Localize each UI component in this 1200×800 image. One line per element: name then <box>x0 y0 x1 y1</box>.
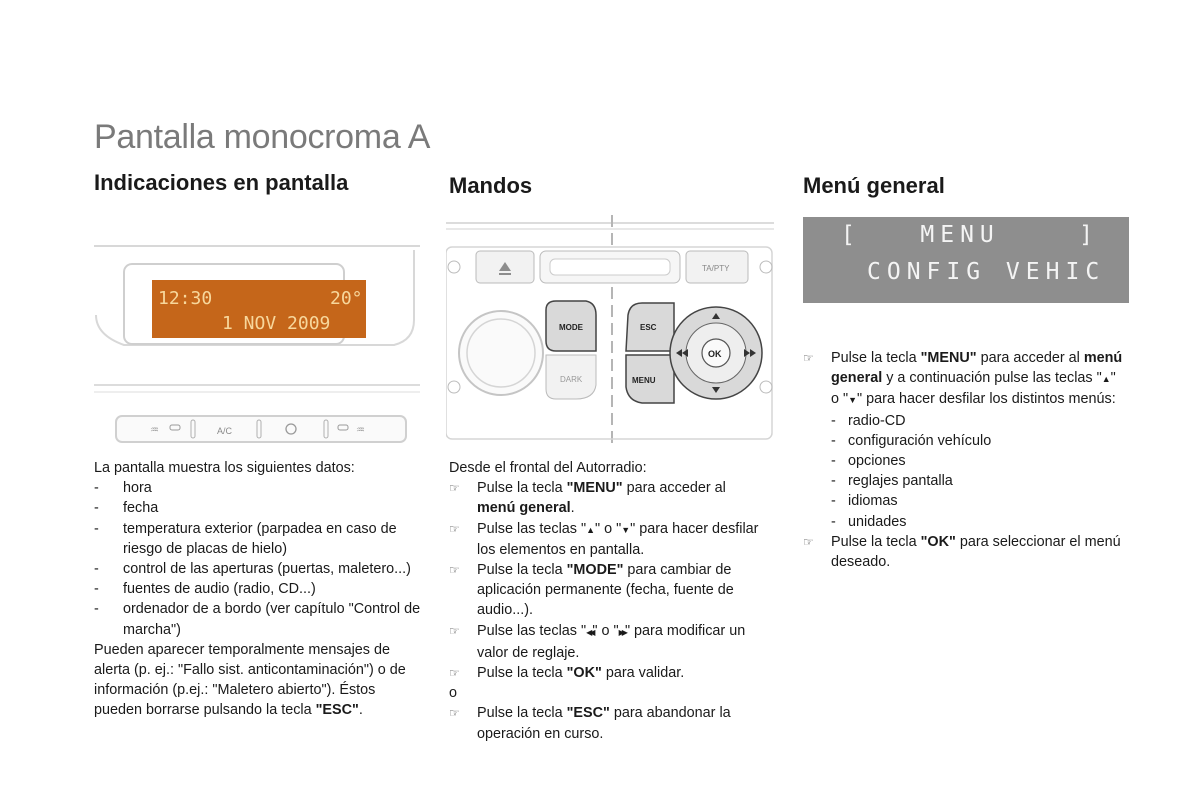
list-item: - opciones <box>831 453 906 470</box>
or-text: o <box>449 685 458 702</box>
list-item: - fecha <box>94 500 159 517</box>
list-item: ☞ Pulse la tecla "OK" para seleccionar el menú deseado. <box>803 532 1123 572</box>
menu-general-text <box>803 348 1123 572</box>
esc-button-label: ESC <box>640 323 657 332</box>
mode-button-label: MODE <box>559 323 583 332</box>
rewind-icon: ◀◀ <box>586 627 593 637</box>
radio-controls-illustration <box>446 215 778 447</box>
list-item: - hora <box>94 480 152 497</box>
indicaciones-intro: La pantalla muestra los siguientes datos: <box>94 460 355 476</box>
section-heading-mandos: Mandos <box>449 173 533 198</box>
menu-screen-line1: [ MENU ] <box>841 222 1100 248</box>
list-item: - control de las aperturas (puertas, maletero...) <box>94 561 411 578</box>
section-heading-indicaciones: Indicaciones en pantalla <box>94 170 349 195</box>
pointer-icon: ☞ <box>803 351 814 365</box>
menu-screen-illustration <box>803 217 1129 303</box>
up-arrow-icon: ▲ <box>1101 374 1111 385</box>
mandos-intro: Desde el frontal del Autorradio: <box>449 460 647 476</box>
list-item: - configuración vehículo <box>831 432 992 449</box>
ac-button-label: A/C <box>217 426 233 436</box>
list-item: - idiomas <box>831 493 898 510</box>
list-item: ☞ Pulse la tecla "ESC" para abandonar la operación en curso. <box>449 703 759 743</box>
list-item: ☞ Pulse la tecla "OK" para validar. <box>449 663 759 683</box>
display-time: 12:30 <box>158 288 213 309</box>
list-item: - unidades <box>831 513 907 530</box>
list-item: - temperatura exterior (parpadea en caso de riesgo de placas de hielo) <box>94 520 397 557</box>
volume-knob <box>459 311 543 395</box>
menu-button-label: MENU <box>632 376 656 385</box>
up-arrow-icon: ▲ <box>586 524 596 535</box>
pointer-icon: ☞ <box>449 563 460 578</box>
pointer-icon: ☞ <box>449 623 460 638</box>
pointer-icon: ☞ <box>449 666 460 681</box>
list-item: - reglajes pantalla <box>831 473 953 490</box>
list-item: ☞ Pulse la tecla "MENU" para acceder al menú general. <box>449 478 759 518</box>
display-date: 1 NOV 2009 <box>222 313 331 334</box>
pointer-icon: ☞ <box>449 706 460 721</box>
indicaciones-text <box>94 458 424 721</box>
forward-icon: ▶▶ <box>618 627 625 637</box>
pointer-icon: ☞ <box>449 481 460 496</box>
list-item: ☞ Pulse la tecla "MODE" para cambiar de aplicación permanente (fecha, fuente de audio...). <box>449 560 759 621</box>
menu-screen-line2: CONFIG VEHIC <box>867 259 1106 285</box>
list-item: ☞ Pulse la tecla "MENU" para acceder al menú general y a continuación pulse las teclas "▲" o "▼" para hacer desfilar los distintos menús: <box>803 348 1123 411</box>
pointer-icon: ☞ <box>449 521 460 536</box>
page-title: Pantalla monocroma A <box>94 118 431 156</box>
list-item: - radio-CD <box>831 412 906 429</box>
list-item: - ordenador de a bordo (ver capítulo "Control de marcha") <box>94 601 421 638</box>
fan-left-icon: ♒ <box>150 425 159 436</box>
pointer-icon: ☞ <box>803 534 814 549</box>
list-item: ☞ Pulse las teclas "◀◀" o "▶▶" para modificar un valor de reglaje. <box>449 621 759 663</box>
list-item: - fuentes de audio (radio, CD...) <box>94 581 316 598</box>
down-arrow-icon: ▼ <box>621 524 631 535</box>
display-temperature: 20° <box>330 288 363 309</box>
mandos-text <box>449 458 759 744</box>
list-item: ☞ Pulse las teclas "▲" o "▼" para hacer desfilar los elementos en pantalla. <box>449 519 759 560</box>
ok-button-label: OK <box>708 349 722 359</box>
dark-button-label: DARK <box>560 375 583 384</box>
indicaciones-note: Pueden aparecer temporalmente mensajes de alerta (p. ej.: "Fallo sist. anticontaminación") o de información (p.ej.: "Maletero abierto"). Éstos pueden borrarse pulsando la tecla "ESC". <box>94 641 406 719</box>
section-heading-menu-general: Menú general <box>803 173 945 198</box>
ta-pty-button-label: TA/PTY <box>702 264 730 273</box>
dashboard-display-illustration <box>94 240 424 445</box>
fan-right-icon: ♒ <box>356 425 365 436</box>
down-arrow-icon: ▼ <box>848 395 858 406</box>
